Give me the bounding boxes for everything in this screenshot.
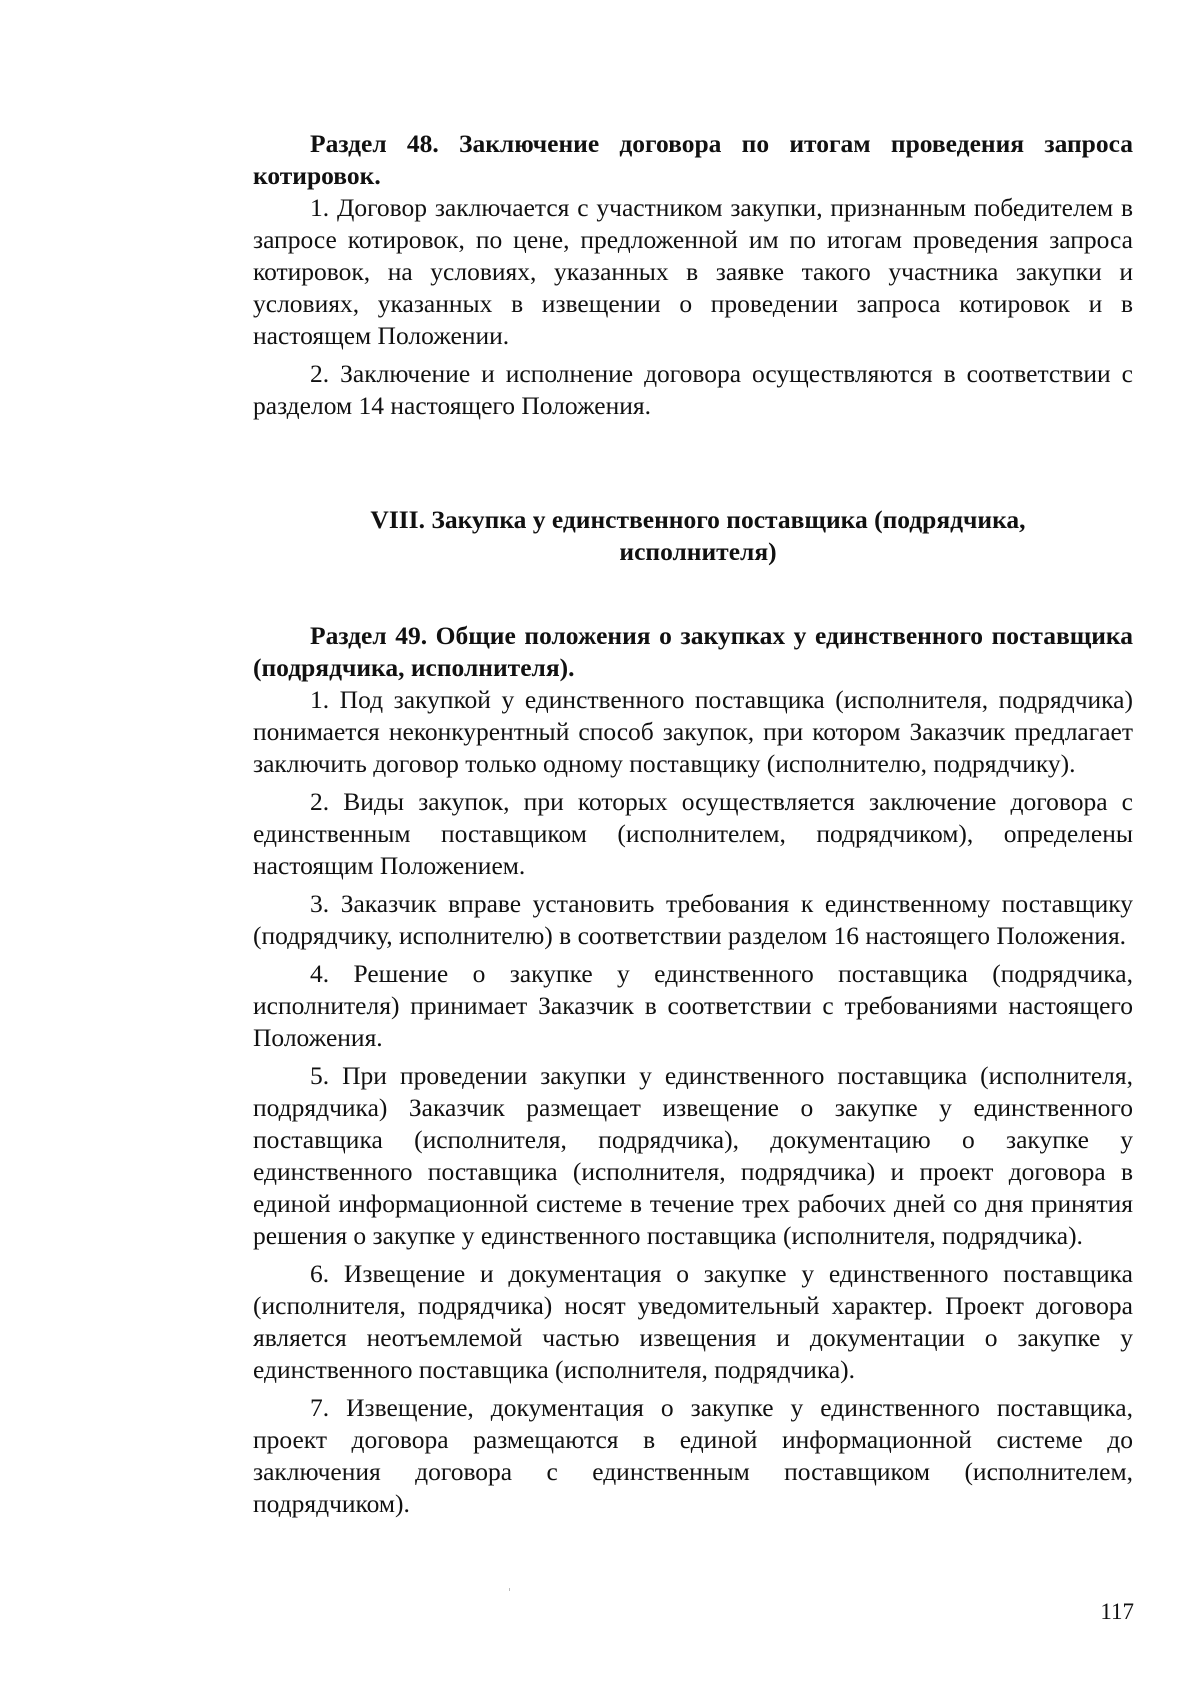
section-49-paragraph-4: 4. Решение о закупке у единственного поставщика (подрядчика, исполнителя) принимает Заказчик в соответствии с требованиями настоящего Положения. [253,959,1133,1052]
page-content [253,128,1133,1520]
section-48-heading: Раздел 48. Заключение договора по итогам проведения запроса котировок. [253,129,1133,190]
section-49-paragraph-7: 7. Извещение, документация о закупке у единственного поставщика, проект договора размещаются в единой информационной системе до заключения договора с единственным поставщиком (исполнителем, подрядчиком). [253,1393,1133,1518]
section-48-paragraph-1: 1. Договор заключается с участником закупки, признанным победителем в запросе котировок, по цене, предложенной им по итогам проведения запроса котировок, на условиях, указанных в заявке такого участника закупки и условиях, указанных в извещении о проведении запроса котировок и в настоящем Положении. [253,193,1133,350]
section-49-heading: Раздел 49. Общие положения о закупках у единственного поставщика (подрядчика, исполнителя). [253,621,1133,682]
section-48-paragraph-2: 2. Заключение и исполнение договора осуществляются в соответствии с разделом 14 настоящего Положения. [253,359,1133,420]
chapter-8-title-line-1: VIII. Закупка у единственного поставщика (подрядчика, [370,505,1026,534]
section-49-paragraph-3: 3. Заказчик вправе установить требования к единственному поставщику (подрядчику, исполнителю) в соответствии разделом 16 настоящего Положения. [253,889,1133,950]
spacer [253,568,1133,620]
scan-artifact [509,1588,510,1591]
page-number: 117 [1100,1599,1134,1624]
section-49-paragraph-6: 6. Извещение и документация о закупке у единственного поставщика (исполнителя, подрядчика) носят уведомительный характер. Проект договора является неотъемлемой частью извещения и документации о закупке у единственного поставщика (исполнителя, подрядчика). [253,1259,1133,1384]
chapter-8-title-line-2: исполнителя) [619,537,777,566]
section-49-paragraph-1: 1. Под закупкой у единственного поставщика (исполнителя, подрядчика) понимается неконкурентный способ закупок, при котором Заказчик предлагает заключить договор только одному поставщику (исполнителю, подрядчику). [253,685,1133,778]
section-49-paragraph-2: 2. Виды закупок, при которых осуществляется заключение договора с единственным поставщиком (исполнителем, подрядчиком), определены настоящим Положением. [253,787,1133,880]
section-49-paragraph-5: 5. При проведении закупки у единственного поставщика (исполнителя, подрядчика) Заказчик размещает извещение о закупке у единственного поставщика (исполнителя, подрядчика), документацию о закупке у единственного поставщика (исполнителя, подрядчика) и проект договора в единой информационной системе в течение трех рабочих дней со дня принятия решения о закупке у единственного поставщика (исполнителя, подрядчика). [253,1061,1133,1250]
spacer [253,422,1133,504]
